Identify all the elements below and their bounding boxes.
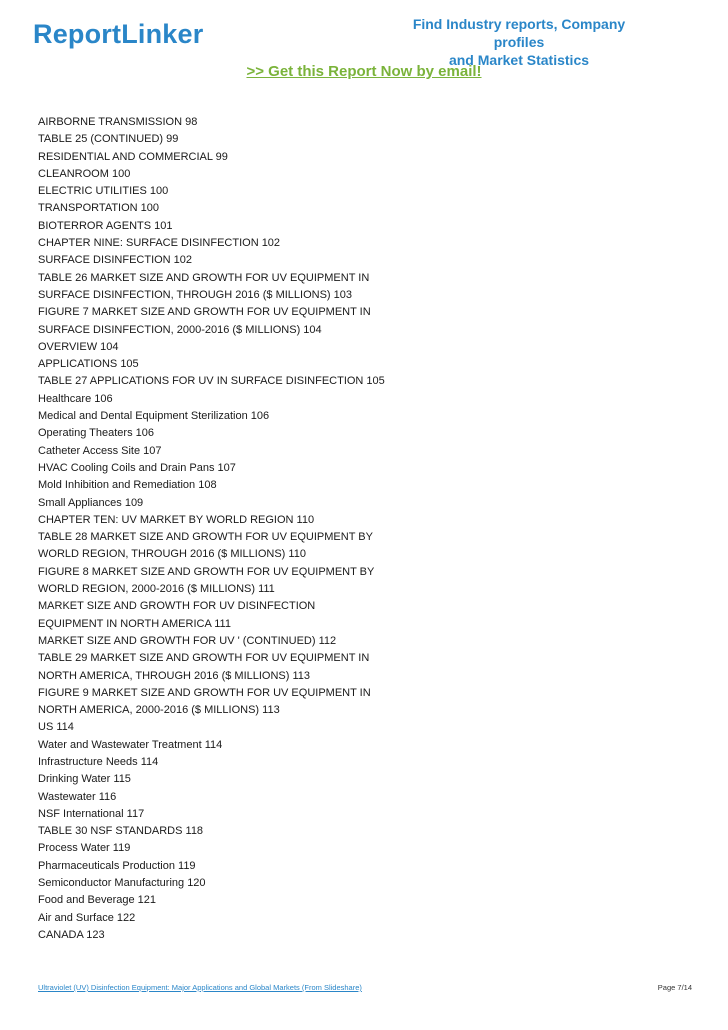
reportlinker-logo[interactable]: ReportLinker [33,19,204,49]
toc-entry: FIGURE 9 MARKET SIZE AND GROWTH FOR UV EQUIPMENT IN [38,686,371,699]
toc-entry: NSF International 117 [38,807,145,820]
get-report-link[interactable]: >> Get this Report Now by email! [246,63,482,80]
toc-entry: CANADA 123 [38,928,105,941]
toc-entry: NORTH AMERICA, 2000-2016 ($ MILLIONS) 113 [38,704,280,717]
toc-entry: SURFACE DISINFECTION, 2000-2016 ($ MILLIONS) 104 [38,323,322,336]
toc-entry: MARKET SIZE AND GROWTH FOR UV ' (CONTINUED) 112 [38,634,337,647]
header-tagline [388,15,650,69]
toc-entry: TRANSPORTATION 100 [38,202,160,215]
toc-entry: Operating Theaters 106 [38,427,154,440]
toc-entry: Small Appliances 109 [38,496,144,509]
toc-entry: TABLE 28 MARKET SIZE AND GROWTH FOR UV EQUIPMENT BY [38,531,373,544]
toc-entry: APPLICATIONS 105 [38,358,139,371]
toc-entry: RESIDENTIAL AND COMMERCIAL 99 [38,150,228,163]
toc-entry: Semiconductor Manufacturing 120 [38,877,206,890]
toc-entry: Mold Inhibition and Remediation 108 [38,479,217,492]
toc-entry: MARKET SIZE AND GROWTH FOR UV DISINFECTION [38,600,316,613]
toc-entry: TABLE 26 MARKET SIZE AND GROWTH FOR UV EQUIPMENT IN [38,271,370,284]
toc-entry: EQUIPMENT IN NORTH AMERICA 111 [38,617,231,630]
toc-entry: TABLE 29 MARKET SIZE AND GROWTH FOR UV EQUIPMENT IN [38,652,370,665]
toc-entry: SURFACE DISINFECTION 102 [38,254,193,267]
toc-entry: AIRBORNE TRANSMISSION 98 [38,116,198,128]
toc-entry: WORLD REGION, 2000-2016 ($ MILLIONS) 111 [38,583,275,596]
toc-entry: NORTH AMERICA, THROUGH 2016 ($ MILLIONS) 113 [38,669,311,682]
toc-entry: TABLE 27 APPLICATIONS FOR UV IN SURFACE DISINFECTION 105 [38,375,385,388]
toc-entry: Healthcare 106 [38,392,113,405]
toc-entry: FIGURE 7 MARKET SIZE AND GROWTH FOR UV EQUIPMENT IN [38,306,371,319]
footer-source-link[interactable]: Ultraviolet (UV) Disinfection Equipment: Major Applications and Global Markets (From Slideshare) [38,983,362,992]
toc-entry: Pharmaceuticals Production 119 [38,859,196,872]
toc-entry: SURFACE DISINFECTION, THROUGH 2016 ($ MILLIONS) 103 [38,288,352,301]
toc-entry: Infrastructure Needs 114 [38,755,159,768]
toc-entry: Water and Wastewater Treatment 114 [38,738,223,751]
tagline-line-1: Find Industry reports, Company profiles [412,16,626,50]
table-of-contents [38,114,385,944]
toc-entry: HVAC Cooling Coils and Drain Pans 107 [38,461,236,474]
toc-entry: US 114 [38,721,74,734]
toc-entry: Air and Surface 122 [38,911,136,924]
toc-entry: WORLD REGION, THROUGH 2016 ($ MILLIONS) 110 [38,548,306,561]
toc-entry: OVERVIEW 104 [38,340,119,353]
toc-entry: TABLE 25 (CONTINUED) 99 [38,133,179,146]
toc-entry: CLEANROOM 100 [38,167,131,180]
toc-entry: ELECTRIC UTILITIES 100 [38,185,169,198]
toc-entry: FIGURE 8 MARKET SIZE AND GROWTH FOR UV EQUIPMENT BY [38,565,375,578]
toc-entry: CHAPTER NINE: SURFACE DISINFECTION 102 [38,237,281,250]
toc-entry: TABLE 30 NSF STANDARDS 118 [38,825,204,838]
toc-entry: Process Water 119 [38,842,131,855]
page-number: Page 7/14 [657,983,692,992]
toc-entry: Catheter Access Site 107 [38,444,162,457]
toc-entry: BIOTERROR AGENTS 101 [38,219,173,232]
toc-entry: Drinking Water 115 [38,773,131,786]
toc-entry: Wastewater 116 [38,790,117,803]
tagline-line-2: and Market Statistics [448,52,590,68]
toc-entry: CHAPTER TEN: UV MARKET BY WORLD REGION 110 [38,513,315,526]
toc-entry: Medical and Dental Equipment Sterilization 106 [38,410,270,423]
toc-entry: Food and Beverage 121 [38,894,157,907]
